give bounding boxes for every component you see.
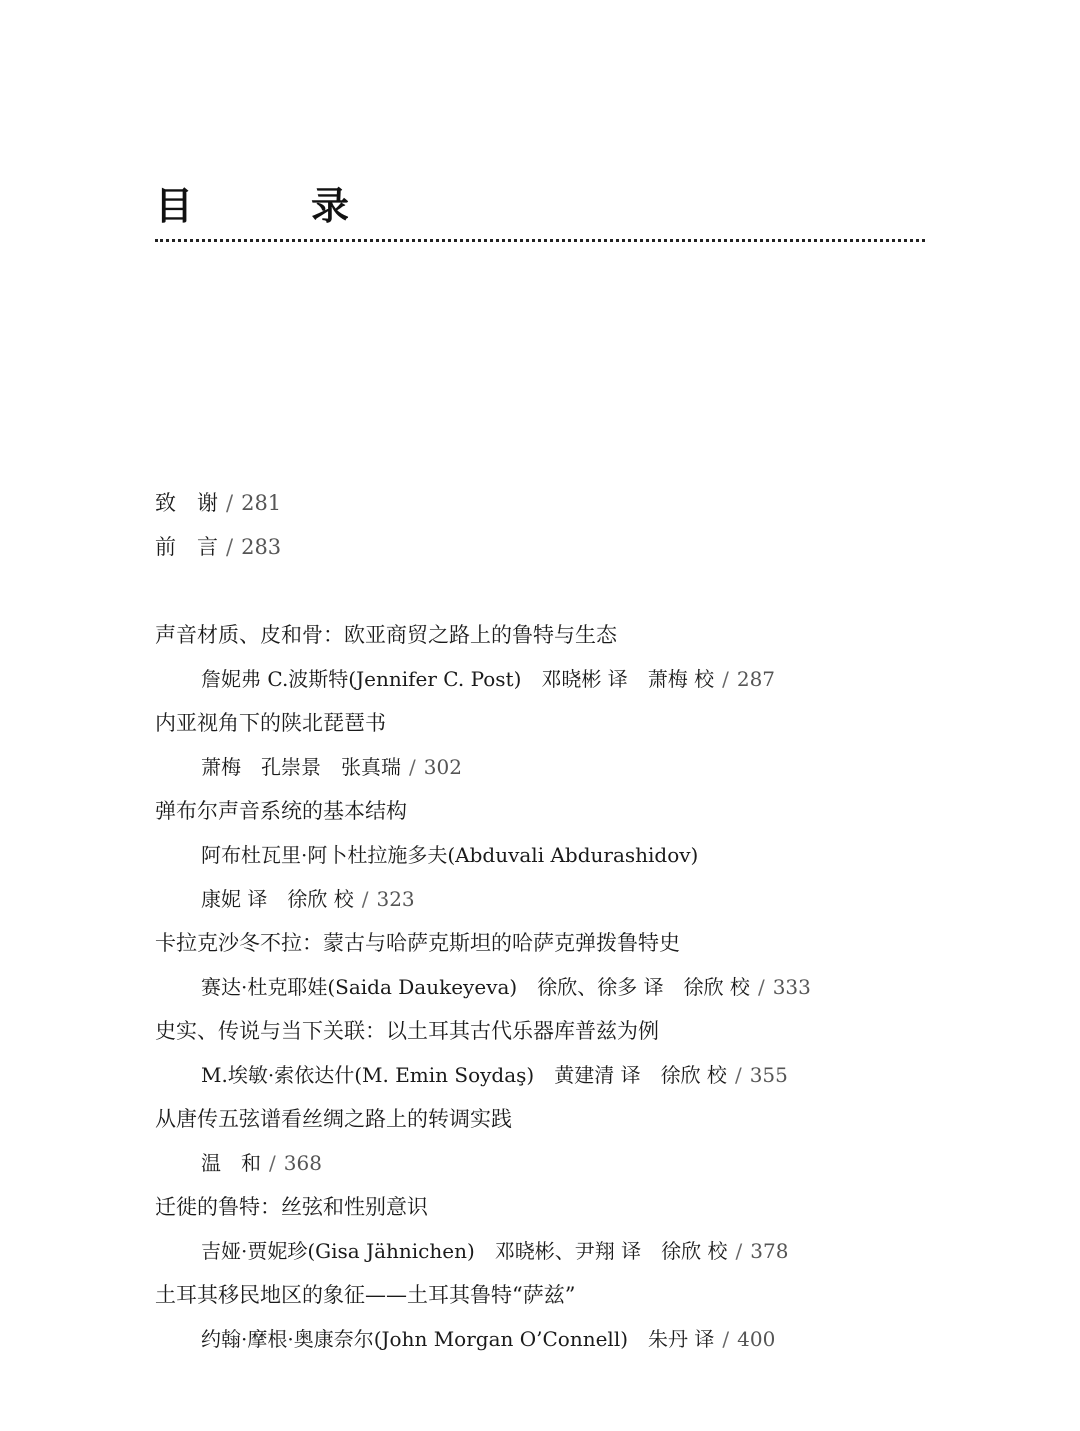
toc-front-item[interactable]	[155, 530, 955, 574]
toc-page-number: 355	[749, 1063, 788, 1087]
toc-entry-byline	[155, 838, 955, 882]
toc-page-number: 287	[736, 667, 776, 691]
toc-entry-title[interactable]: 内亚视角下的陕北琵琶书	[155, 711, 386, 735]
toc-byline-text: 康妮 译 徐欣 校	[201, 887, 354, 911]
page-separator: /	[226, 535, 234, 559]
toc-entry-title[interactable]: 从唐传五弦谱看丝绸之路上的转调实践	[155, 1107, 512, 1131]
toc-entry-byline	[155, 1322, 955, 1366]
page-separator: /	[226, 491, 234, 515]
toc-entry-title[interactable]: 迁徙的鲁特：丝弦和性别意识	[155, 1195, 428, 1219]
toc-page-number: 400	[737, 1327, 776, 1351]
toc-byline-text: 吉娅·贾妮珍(Gisa Jähnichen) 邓晓彬、尹翔 译 徐欣 校	[201, 1239, 728, 1263]
toc-entry-byline	[155, 1234, 955, 1278]
toc-entry-title[interactable]: 声音材质、皮和骨：欧亚商贸之路上的鲁特与生态	[155, 623, 617, 647]
toc-byline-text: 詹妮弗 C.波斯特(Jennifer C. Post) 邓晓彬 译 萧梅 校	[201, 667, 715, 691]
title-dotted-rule	[155, 239, 925, 242]
section-gap	[155, 574, 955, 618]
toc-entry-byline	[155, 1146, 955, 1190]
page-separator: /	[722, 1327, 730, 1351]
toc-page-number: 283	[241, 535, 282, 559]
toc-page-number: 333	[772, 975, 811, 999]
toc-byline-text: 阿布杜瓦里·阿卜杜拉施多夫(Abduvali Abdurashidov)	[201, 843, 699, 867]
toc-byline-text: 约翰·摩根·奥康奈尔(John Morgan O’Connell) 朱丹 译	[201, 1327, 715, 1351]
page-separator: /	[734, 1063, 742, 1087]
page-separator: /	[409, 755, 416, 779]
toc-entry-title[interactable]: 弹布尔声音系统的基本结构	[155, 799, 407, 823]
page-separator: /	[722, 667, 729, 691]
toc-entry-byline	[155, 1058, 955, 1102]
toc-entry-byline	[155, 662, 955, 706]
toc-page-number: 302	[423, 755, 462, 779]
toc-byline-text: 萧梅 孔崇景 张真瑞	[201, 755, 401, 779]
toc-byline-text: 温 和	[201, 1151, 261, 1175]
toc-byline-text: M.埃敏·索依达什(M. Emin Soydaş) 黄建清 译 徐欣 校	[201, 1063, 727, 1087]
toc-entry-byline	[155, 750, 955, 794]
table-of-contents	[155, 486, 955, 1366]
toc-front-label: 致 谢	[155, 491, 218, 515]
toc-front-item[interactable]	[155, 486, 955, 530]
toc-entry-byline	[155, 970, 955, 1014]
page-title: 目 录	[155, 184, 390, 228]
toc-entry-title[interactable]: 卡拉克沙冬不拉：蒙古与哈萨克斯坦的哈萨克弹拨鲁特史	[155, 931, 680, 955]
toc-byline-text: 赛达·杜克耶娃(Saida Daukeyeva) 徐欣、徐多 译 徐欣 校	[201, 975, 750, 999]
page-separator: /	[361, 887, 369, 911]
toc-entry-title[interactable]: 史实、传说与当下关联：以土耳其古代乐器库普兹为例	[155, 1019, 659, 1043]
toc-entry-title[interactable]: 土耳其移民地区的象征——土耳其鲁特“萨兹”	[155, 1283, 576, 1307]
toc-page-number: 281	[241, 491, 282, 515]
toc-page-number: 378	[750, 1239, 789, 1263]
toc-page-number: 368	[283, 1151, 322, 1175]
page-separator: /	[757, 975, 765, 999]
toc-front-label: 前 言	[155, 535, 218, 559]
toc-page-number: 323	[376, 887, 415, 911]
page-separator: /	[735, 1239, 743, 1263]
toc-entry-byline	[155, 882, 955, 926]
page-separator: /	[269, 1151, 276, 1175]
